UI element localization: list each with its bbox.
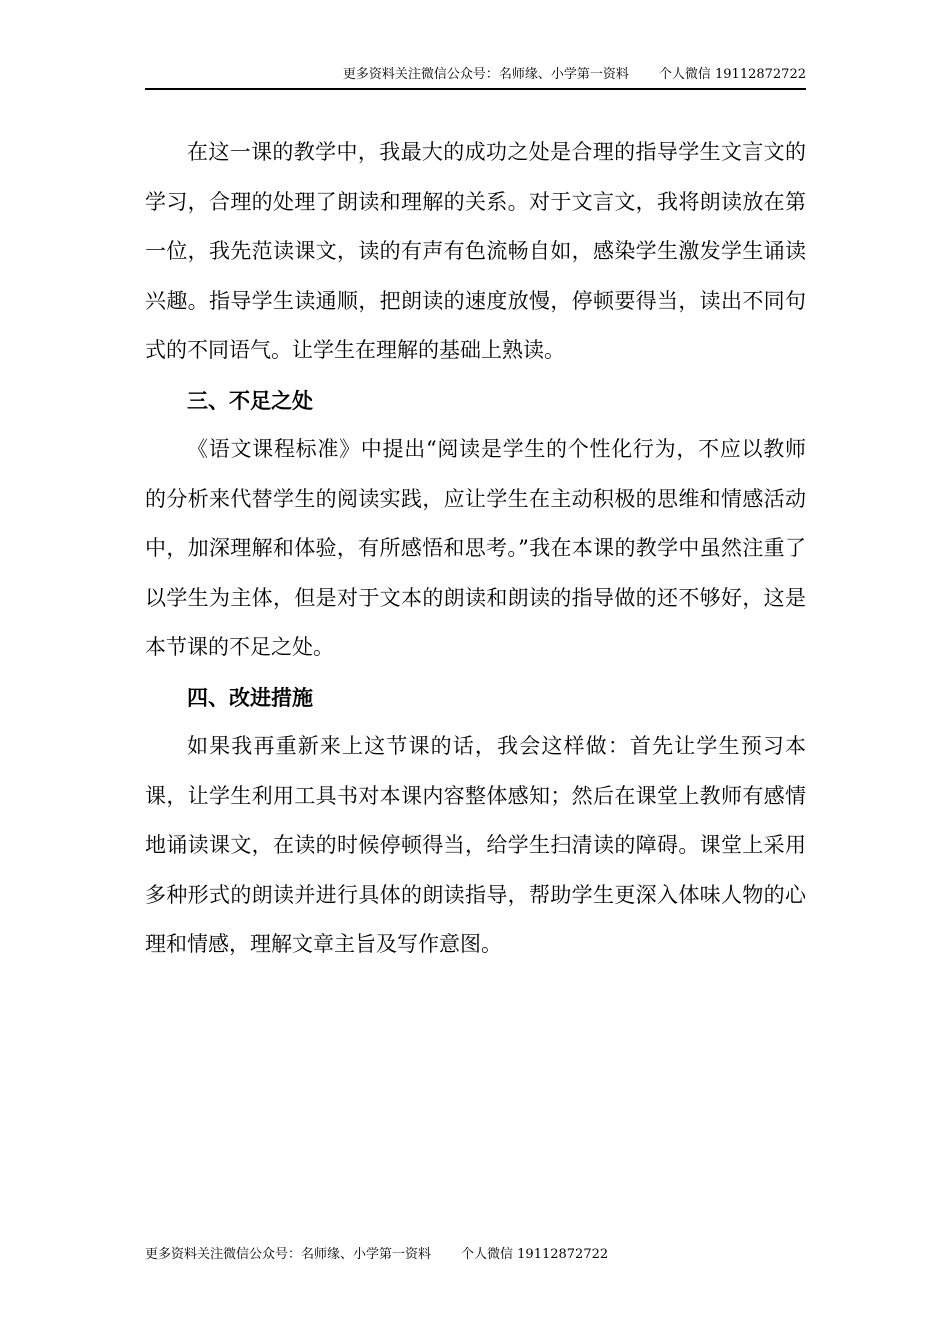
paragraph-improvements: 如果我再重新来上这节课的话，我会这样做：首先让学生预习本课，让学生利用工具书对本课内容整体感知；然后在课堂上教师有感情地诵读课文，在读的时候停顿得当，给学生扫清读的障碍。课堂上采用多种形式的朗读并进行具体的朗读指导，帮助学生更深入体味人物的心理和情感，理解文章主旨及写作意图。 xyxy=(145,734,806,956)
heading-shortcomings: 三、不足之处 xyxy=(187,387,313,413)
header-account-text: 更多资料关注微信公众号：名师缘、小学第一资料 xyxy=(342,67,629,82)
paragraph-shortcomings: 《语文课程标准》中提出“阅读是学生的个性化行为，不应以教师的分析来代替学生的阅读实践，应让学生在主动积极的思维和情感活动中，加深理解和体验，有所感悟和思考。”我在本课的教学中虽然注重了以学生为主体，但是对于文本的朗读和朗读的指导做的还不够好，这是本节课的不足之处。 xyxy=(145,437,806,659)
footer-wechat-text: 个人微信 19112872722 xyxy=(461,1247,609,1262)
header-wechat-text: 个人微信 19112872722 xyxy=(658,67,806,82)
paragraph-success: 在这一课的教学中，我最大的成功之处是合理的指导学生文言文的学习，合理的处理了朗读和理解的关系。对于文言文，我将朗读放在第一位，我先范读课文，读的有声有色流畅自如，感染学生激发学生诵读兴趣。指导学生读通顺，把朗读的速度放慢，停顿要得当，读出不同句式的不同语气。让学生在理解的基础上熟读。 xyxy=(145,140,806,362)
document-body xyxy=(145,128,806,970)
footer-account-text: 更多资料关注微信公众号：名师缘、小学第一资料 xyxy=(145,1247,432,1262)
page-footer xyxy=(145,1246,608,1264)
heading-improvements: 四、改进措施 xyxy=(187,684,313,710)
page-header xyxy=(145,66,806,90)
